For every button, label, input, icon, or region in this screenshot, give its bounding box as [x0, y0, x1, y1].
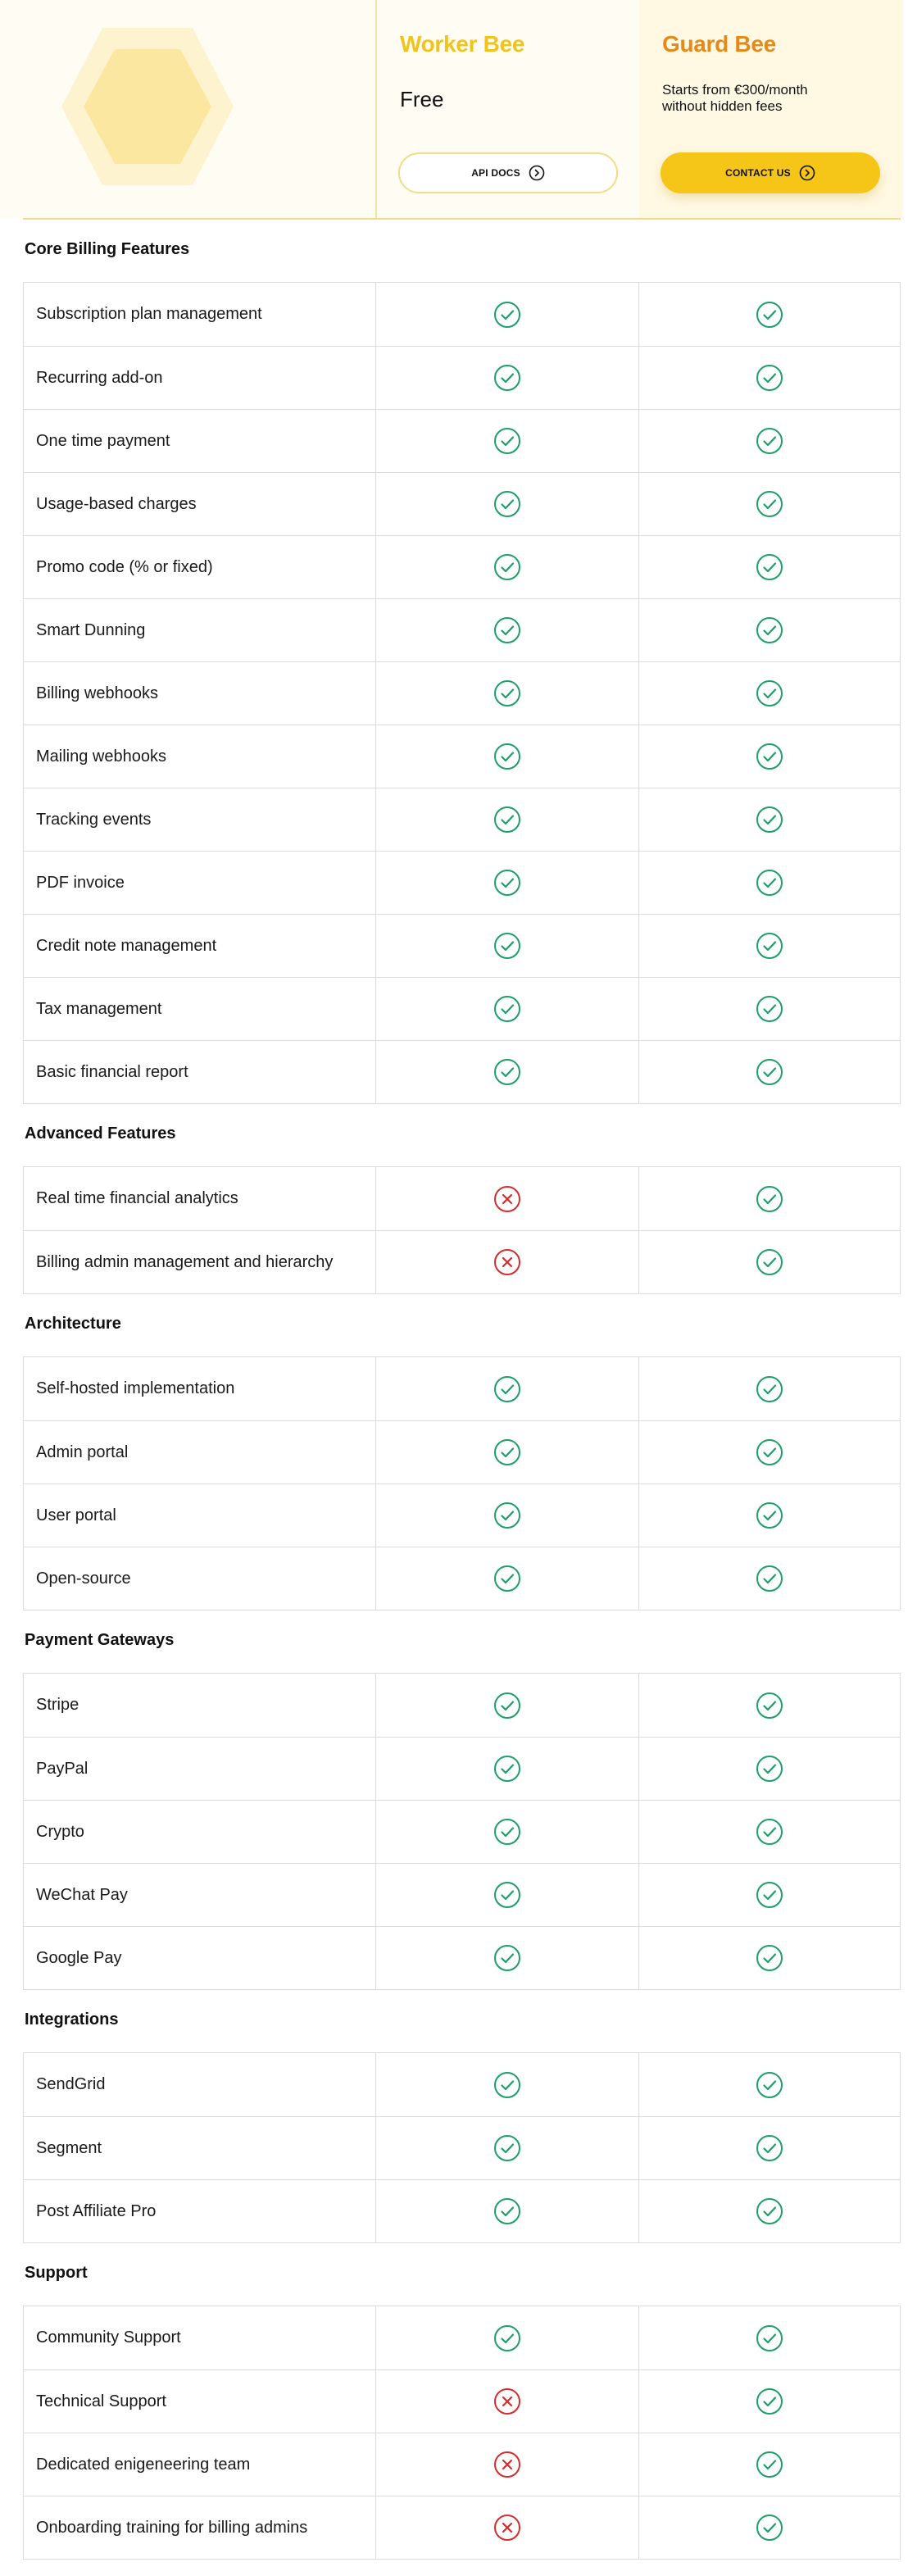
table-row: [24, 1674, 900, 1737]
check-circle-icon: [756, 2387, 783, 2415]
feature-name: Segment: [24, 2117, 376, 2179]
feature-name: Technical Support: [24, 2370, 376, 2433]
x-circle-icon: [493, 1248, 521, 1276]
check-circle-icon: [756, 1818, 783, 1846]
table-row: [24, 2053, 900, 2116]
check-circle-icon: [493, 364, 521, 392]
feature-table: [23, 2052, 901, 2243]
feature-table: [23, 2306, 901, 2560]
feature-name: Onboarding training for billing admins: [24, 2496, 376, 2559]
check-circle-icon: [493, 806, 521, 834]
worker-bee-cell: [376, 473, 639, 535]
worker-bee-cell: [376, 536, 639, 598]
check-circle-icon: [756, 679, 783, 707]
check-circle-icon: [493, 553, 521, 581]
feature-name: Stripe: [24, 1674, 376, 1737]
table-row: [24, 725, 900, 788]
feature-name: Google Pay: [24, 1927, 376, 1989]
worker-bee-cell: [376, 2180, 639, 2242]
worker-bee-cell: [376, 1357, 639, 1420]
check-circle-icon: [756, 1692, 783, 1720]
feature-name: Crypto: [24, 1801, 376, 1863]
check-circle-icon: [493, 1438, 521, 1466]
guard-bee-cell: [639, 599, 900, 661]
worker-bee-cell: [376, 1864, 639, 1926]
check-circle-icon: [493, 1881, 521, 1909]
check-circle-icon: [493, 1692, 521, 1720]
worker-bee-cell: [376, 2370, 639, 2433]
guard-bee-cell: [639, 2370, 900, 2433]
feature-name: Self-hosted implementation: [24, 1357, 376, 1420]
guard-bee-cell: [639, 347, 900, 409]
api-docs-button[interactable]: [398, 152, 618, 193]
table-row: [24, 1863, 900, 1926]
worker-bee-cell: [376, 852, 639, 914]
table-row: [24, 346, 900, 409]
check-circle-icon: [493, 1944, 521, 1972]
check-circle-icon: [756, 1248, 783, 1276]
check-circle-icon: [493, 1375, 521, 1403]
table-row: [24, 2496, 900, 2559]
worker-bee-cell: [376, 1674, 639, 1737]
worker-bee-cell: [376, 347, 639, 409]
feature-table: [23, 1673, 901, 1990]
feature-name: Usage-based charges: [24, 473, 376, 535]
table-row: [24, 1167, 900, 1230]
guard-bee-cell: [639, 410, 900, 472]
feature-name: WeChat Pay: [24, 1864, 376, 1926]
check-circle-icon: [493, 2324, 521, 2352]
guard-bee-cell: [639, 915, 900, 977]
guard-bee-cell: [639, 2433, 900, 2496]
feature-table: [23, 1356, 901, 1611]
table-row: [24, 1800, 900, 1863]
table-row: [24, 1230, 900, 1293]
feature-name: PDF invoice: [24, 852, 376, 914]
check-circle-icon: [493, 743, 521, 770]
table-row: [24, 2433, 900, 2496]
guard-bee-cell: [639, 725, 900, 788]
guard-bee-cell: [639, 536, 900, 598]
worker-bee-cell: [376, 2496, 639, 2559]
table-row: [24, 472, 900, 535]
x-circle-icon: [493, 2387, 521, 2415]
check-circle-icon: [756, 1438, 783, 1466]
check-circle-icon: [756, 616, 783, 644]
table-row: [24, 2179, 900, 2242]
table-row: [24, 914, 900, 977]
guard-bee-cell: [639, 2496, 900, 2559]
worker-bee-cell: [376, 1927, 639, 1989]
arrow-right-circle-icon: [799, 165, 815, 181]
check-circle-icon: [756, 490, 783, 518]
check-circle-icon: [493, 1058, 521, 1086]
table-row: [24, 598, 900, 661]
worker-bee-cell: [376, 915, 639, 977]
check-circle-icon: [493, 1755, 521, 1783]
feature-name: Smart Dunning: [24, 599, 376, 661]
guard-bee-cell: [639, 2306, 900, 2369]
check-circle-icon: [756, 1185, 783, 1213]
check-circle-icon: [756, 1375, 783, 1403]
section-title: Architecture: [25, 1315, 121, 1333]
arrow-right-circle-icon: [529, 165, 545, 181]
plan-note-guard: [662, 82, 880, 115]
plan-guard-bee: [639, 0, 903, 218]
feature-table: [23, 282, 901, 1104]
check-circle-icon: [756, 932, 783, 960]
feature-name: Basic financial report: [24, 1041, 376, 1103]
contact-us-button[interactable]: [661, 152, 880, 193]
feature-name: Billing webhooks: [24, 662, 376, 725]
guard-bee-cell: [639, 1231, 900, 1293]
table-row: [24, 283, 900, 346]
worker-bee-cell: [376, 1738, 639, 1800]
worker-bee-cell: [376, 978, 639, 1040]
worker-bee-cell: [376, 1421, 639, 1483]
feature-name: Open-source: [24, 1547, 376, 1610]
logo-area: [0, 0, 375, 218]
plan-note-line1: Starts from €300/month: [662, 82, 808, 98]
feature-name: Mailing webhooks: [24, 725, 376, 788]
guard-bee-cell: [639, 662, 900, 725]
check-circle-icon: [493, 301, 521, 329]
check-circle-icon: [493, 616, 521, 644]
check-circle-icon: [756, 1881, 783, 1909]
x-circle-icon: [493, 2451, 521, 2478]
table-row: [24, 1547, 900, 1610]
guard-bee-cell: [639, 1927, 900, 1989]
hexagon-logo-icon: [57, 25, 238, 189]
worker-bee-cell: [376, 1547, 639, 1610]
check-circle-icon: [756, 1944, 783, 1972]
check-circle-icon: [493, 490, 521, 518]
check-circle-icon: [756, 553, 783, 581]
guard-bee-cell: [639, 473, 900, 535]
plan-price-worker: Free: [400, 87, 444, 111]
check-circle-icon: [493, 932, 521, 960]
worker-bee-cell: [376, 599, 639, 661]
check-circle-icon: [756, 806, 783, 834]
section-title: Integrations: [25, 2010, 119, 2029]
worker-bee-cell: [376, 1484, 639, 1547]
x-circle-icon: [493, 2514, 521, 2542]
guard-bee-cell: [639, 1547, 900, 1610]
feature-name: Tax management: [24, 978, 376, 1040]
section-title: Payment Gateways: [25, 1631, 175, 1649]
feature-name: Subscription plan management: [24, 283, 376, 346]
section-title: Core Billing Features: [25, 240, 190, 258]
table-row: [24, 1483, 900, 1547]
x-circle-icon: [493, 1185, 521, 1213]
plan-worker-bee: [375, 0, 639, 218]
check-circle-icon: [493, 1818, 521, 1846]
worker-bee-cell: [376, 2117, 639, 2179]
feature-name: Post Affiliate Pro: [24, 2180, 376, 2242]
worker-bee-cell: [376, 1167, 639, 1230]
feature-name: Credit note management: [24, 915, 376, 977]
check-circle-icon: [756, 1058, 783, 1086]
check-circle-icon: [493, 2197, 521, 2225]
check-circle-icon: [756, 2134, 783, 2162]
table-row: [24, 851, 900, 914]
check-circle-icon: [756, 2451, 783, 2478]
table-row: [24, 977, 900, 1040]
feature-name: SendGrid: [24, 2053, 376, 2116]
feature-name: Recurring add-on: [24, 347, 376, 409]
worker-bee-cell: [376, 1041, 639, 1103]
table-row: [24, 1040, 900, 1103]
check-circle-icon: [493, 869, 521, 897]
check-circle-icon: [756, 301, 783, 329]
check-circle-icon: [493, 1565, 521, 1592]
check-circle-icon: [493, 427, 521, 455]
guard-bee-cell: [639, 1041, 900, 1103]
feature-table: [23, 1166, 901, 1294]
check-circle-icon: [756, 1565, 783, 1592]
plan-note-line2: without hidden fees: [662, 98, 783, 114]
contact-us-button-label: CONTACT US: [725, 167, 791, 179]
worker-bee-cell: [376, 788, 639, 851]
guard-bee-cell: [639, 788, 900, 851]
check-circle-icon: [756, 743, 783, 770]
table-row: [24, 1926, 900, 1989]
worker-bee-cell: [376, 2306, 639, 2369]
feature-name: PayPal: [24, 1738, 376, 1800]
feature-sections: [0, 220, 908, 2560]
table-row: [24, 1737, 900, 1800]
guard-bee-cell: [639, 978, 900, 1040]
feature-name: Tracking events: [24, 788, 376, 851]
check-circle-icon: [756, 427, 783, 455]
check-circle-icon: [756, 364, 783, 392]
api-docs-button-label: API DOCS: [471, 167, 520, 179]
feature-name: Dedicated enigeneering team: [24, 2433, 376, 2496]
table-row: [24, 2116, 900, 2179]
guard-bee-cell: [639, 1738, 900, 1800]
worker-bee-cell: [376, 410, 639, 472]
guard-bee-cell: [639, 1421, 900, 1483]
feature-name: User portal: [24, 1484, 376, 1547]
check-circle-icon: [493, 1502, 521, 1529]
worker-bee-cell: [376, 283, 639, 346]
check-circle-icon: [493, 2071, 521, 2099]
check-circle-icon: [493, 679, 521, 707]
guard-bee-cell: [639, 2117, 900, 2179]
table-row: [24, 1420, 900, 1483]
guard-bee-cell: [639, 283, 900, 346]
feature-name: Admin portal: [24, 1421, 376, 1483]
section-title: Advanced Features: [25, 1124, 176, 1143]
guard-bee-cell: [639, 1484, 900, 1547]
worker-bee-cell: [376, 2433, 639, 2496]
table-row: [24, 1357, 900, 1420]
worker-bee-cell: [376, 2053, 639, 2116]
check-circle-icon: [756, 2514, 783, 2542]
check-circle-icon: [493, 995, 521, 1023]
check-circle-icon: [756, 2071, 783, 2099]
table-row: [24, 2369, 900, 2433]
guard-bee-cell: [639, 1357, 900, 1420]
feature-name: One time payment: [24, 410, 376, 472]
check-circle-icon: [756, 2324, 783, 2352]
feature-name: Community Support: [24, 2306, 376, 2369]
worker-bee-cell: [376, 725, 639, 788]
feature-name: Billing admin management and hierarchy: [24, 1231, 376, 1293]
check-circle-icon: [756, 1502, 783, 1529]
worker-bee-cell: [376, 662, 639, 725]
worker-bee-cell: [376, 1231, 639, 1293]
table-row: [24, 788, 900, 851]
table-row: [24, 661, 900, 725]
check-circle-icon: [756, 869, 783, 897]
guard-bee-cell: [639, 2053, 900, 2116]
plans-header: [0, 0, 908, 218]
table-row: [24, 535, 900, 598]
worker-bee-cell: [376, 1801, 639, 1863]
check-circle-icon: [756, 995, 783, 1023]
guard-bee-cell: [639, 1801, 900, 1863]
feature-name: Promo code (% or fixed): [24, 536, 376, 598]
section-title: Support: [25, 2264, 88, 2282]
feature-name: Real time financial analytics: [24, 1167, 376, 1230]
table-row: [24, 2306, 900, 2369]
check-circle-icon: [756, 2197, 783, 2225]
plan-name-guard: Guard Bee: [662, 31, 776, 57]
table-row: [24, 409, 900, 472]
guard-bee-cell: [639, 1864, 900, 1926]
guard-bee-cell: [639, 1167, 900, 1230]
plan-name-worker: Worker Bee: [400, 31, 525, 57]
guard-bee-cell: [639, 2180, 900, 2242]
guard-bee-cell: [639, 1674, 900, 1737]
check-circle-icon: [493, 2134, 521, 2162]
guard-bee-cell: [639, 852, 900, 914]
check-circle-icon: [756, 1755, 783, 1783]
